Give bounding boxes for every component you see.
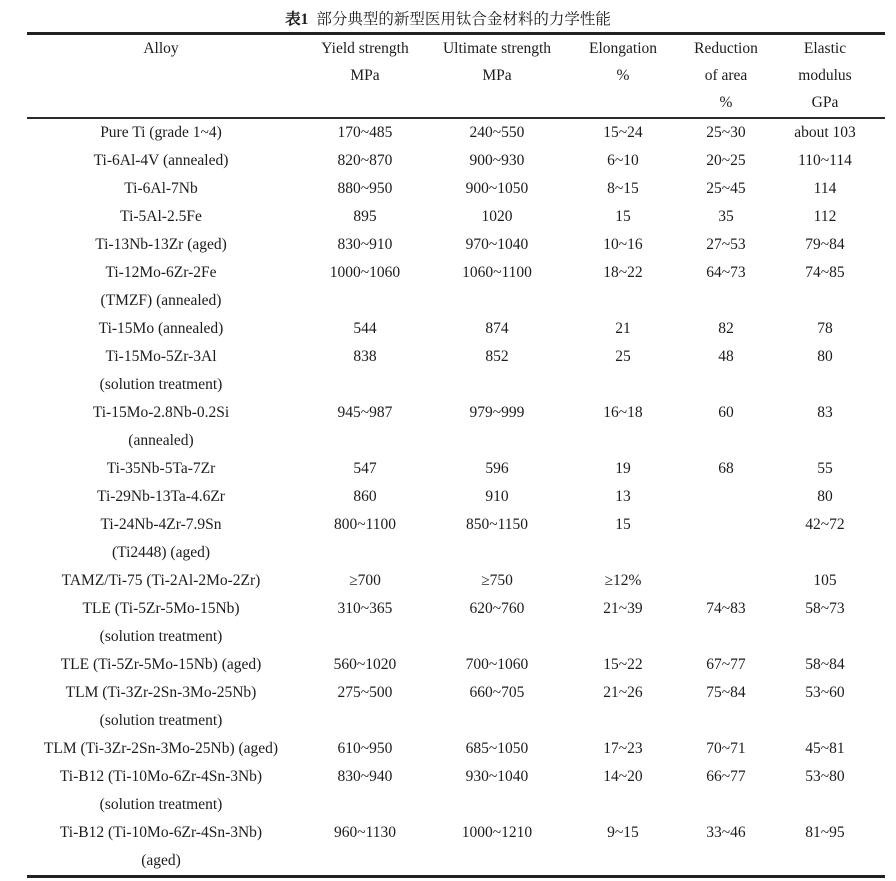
yield-strength-cell: 830~940 [337,768,393,785]
yield-strength-cell: 830~910 [337,236,393,253]
alloy-cell [27,819,295,877]
table-caption: 部分典型的新型医用钛合金材料的力学性能 [316,11,611,28]
elastic-modulus-cell: 53~80 [805,768,845,785]
table-row [27,315,885,343]
reduction-of-area-cell: 75~84 [706,684,746,701]
table-row [27,679,885,735]
ultimate-strength-cell: 970~1040 [465,236,529,253]
table-row [27,399,885,455]
alloy-name-line: Ti-B12 (Ti-10Mo-6Zr-4Sn-3Nb) [59,824,263,841]
alloy-cell [27,483,295,511]
column-header-line: MPa [482,67,512,84]
column-header-elongation [559,34,687,119]
alloy-name-line: TLE (Ti-5Zr-5Mo-15Nb) (aged) [60,656,262,673]
elastic-modulus-cell: 114 [813,180,837,197]
reduction-of-area-cell: 67~77 [706,656,746,673]
table-row [27,259,885,315]
ultimate-strength-cell: 930~1040 [465,768,529,785]
elongation-cell: 21~39 [603,600,643,617]
alloy-name-line: Ti-6Al-4V (annealed) [93,152,229,169]
elongation-cell: 6~10 [607,152,639,169]
alloy-cell [27,511,295,567]
elongation-cell: 19 [615,460,631,477]
column-header-line: Yield strength [321,40,409,57]
reduction-of-area-cell [687,511,765,567]
elongation-cell: 25 [615,348,631,365]
ultimate-strength-cell: 596 [485,460,509,477]
elastic-modulus-cell: 80 [817,348,833,365]
ultimate-strength-cell: 979~999 [469,404,525,421]
table-row [27,511,885,567]
alloy-name-line: (TMZF) (annealed) [100,292,222,309]
elastic-modulus-cell: 83 [817,404,833,421]
yield-strength-cell: 880~950 [337,180,393,197]
ultimate-strength-cell: ≥750 [481,572,513,589]
alloy-cell [27,735,295,763]
header-row [27,34,885,119]
elongation-cell: 17~23 [603,740,643,757]
ultimate-strength-cell: 240~550 [469,124,525,141]
ultimate-strength-cell: 685~1050 [465,740,529,757]
elastic-modulus-cell: 112 [813,208,837,225]
table-row [27,118,885,147]
yield-strength-cell: 895 [353,208,377,225]
column-header-alloy [27,34,295,119]
table-row [27,343,885,399]
column-header-line: % [616,67,630,84]
alloy-name-line: (solution treatment) [99,712,223,729]
column-header-line: Elongation [588,40,658,57]
ultimate-strength-cell: 910 [485,488,509,505]
reduction-of-area-cell: 25~45 [706,180,746,197]
elastic-modulus-cell: 105 [813,572,837,589]
alloy-cell [27,455,295,483]
alloy-name-line: (solution treatment) [99,376,223,393]
alloy-name-line: (solution treatment) [99,628,223,645]
elastic-modulus-cell: 78 [817,320,833,337]
elastic-modulus-cell: 110~114 [798,152,852,169]
reduction-of-area-cell: 64~73 [706,264,746,281]
alloy-cell [27,651,295,679]
alloy-name-line: (annealed) [128,432,194,449]
column-header-line: Ultimate strength [442,40,552,57]
alloy-cell [27,175,295,203]
yield-strength-cell: ≥700 [349,572,381,589]
column-header-reduction-of-area [687,34,765,119]
alloy-name-line: Ti-15Mo-5Zr-3Al [105,348,217,365]
column-header-line: of area [704,67,748,84]
yield-strength-cell: 838 [353,348,377,365]
yield-strength-cell: 310~365 [337,600,393,617]
column-header-line: modulus [798,67,852,84]
alloy-cell [27,118,295,147]
alloy-name-line: TLE (Ti-5Zr-5Mo-15Nb) [82,600,240,617]
alloy-cell [27,567,295,595]
elastic-modulus-cell: 53~60 [805,684,845,701]
elongation-cell: 18~22 [603,264,643,281]
table-body [27,118,885,877]
yield-strength-cell: 945~987 [337,404,393,421]
table-row [27,567,885,595]
ultimate-strength-cell: 1060~1100 [462,264,532,281]
ultimate-strength-cell: 1020 [481,208,513,225]
table-header [27,34,885,119]
ultimate-strength-cell: 900~1050 [465,180,529,197]
table-row [27,147,885,175]
column-header-line: Elastic [803,40,847,57]
elastic-modulus-cell: 42~72 [805,516,845,533]
elongation-cell: 15~22 [603,656,643,673]
alloy-name-line: Ti-15Mo (annealed) [98,320,224,337]
table-row [27,231,885,259]
mechanical-properties-table [27,32,885,878]
table-row [27,203,885,231]
elongation-cell: 15 [615,208,631,225]
column-header-line: % [719,94,733,111]
yield-strength-cell: 860 [353,488,377,505]
elastic-modulus-cell: 55 [817,460,833,477]
elongation-cell: 21~26 [603,684,643,701]
ultimate-strength-cell: 900~930 [469,152,525,169]
alloy-name-line: Ti-24Nb-4Zr-7.9Sn [100,516,222,533]
column-header-line: GPa [811,94,839,111]
table-row [27,819,885,877]
alloy-name-line: (aged) [141,852,181,869]
table-title [0,0,896,32]
elastic-modulus-cell: 58~73 [805,600,845,617]
reduction-of-area-cell: 25~30 [706,124,746,141]
alloy-name-line: (Ti2448) (aged) [111,544,210,561]
reduction-of-area-cell: 74~83 [706,600,746,617]
alloy-name-line: TAMZ/Ti-75 (Ti-2Al-2Mo-2Zr) [61,572,261,589]
alloy-name-line: Ti-29Nb-13Ta-4.6Zr [97,488,225,505]
reduction-of-area-cell: 27~53 [706,236,746,253]
yield-strength-cell: 960~1130 [333,824,397,841]
ultimate-strength-cell: 660~705 [469,684,525,701]
ultimate-strength-cell: 850~1150 [465,516,529,533]
elongation-cell: 16~18 [603,404,643,421]
yield-strength-cell: 547 [353,460,377,477]
alloy-cell [27,147,295,175]
yield-strength-cell: 170~485 [337,124,393,141]
reduction-of-area-cell: 48 [718,348,734,365]
elastic-modulus-cell: about 103 [794,124,856,141]
elongation-cell: 13 [615,488,631,505]
elongation-cell: 14~20 [603,768,643,785]
reduction-of-area-cell [687,483,765,511]
ultimate-strength-cell: 1000~1210 [461,824,533,841]
reduction-of-area-cell: 33~46 [706,824,746,841]
table-row [27,175,885,203]
reduction-of-area-cell: 66~77 [706,768,746,785]
elastic-modulus-cell: 79~84 [805,236,845,253]
alloy-cell [27,343,295,399]
elongation-cell: 9~15 [607,824,639,841]
column-header-line: MPa [350,67,380,84]
elastic-modulus-cell: 58~84 [805,656,845,673]
alloy-name-line: TLM (Ti-3Zr-2Sn-3Mo-25Nb) (aged) [43,740,279,757]
table-row [27,651,885,679]
yield-strength-cell: 1000~1060 [329,264,401,281]
column-header-yield-strength [295,34,435,119]
elastic-modulus-cell: 81~95 [805,824,845,841]
elastic-modulus-cell: 74~85 [805,264,845,281]
alloy-cell [27,315,295,343]
alloy-cell [27,679,295,735]
elastic-modulus-cell: 45~81 [805,740,845,757]
yield-strength-cell: 800~1100 [333,516,397,533]
column-header-line: Reduction [694,40,758,57]
alloy-name-line: Ti-12Mo-6Zr-2Fe [105,264,217,281]
elastic-modulus-cell: 80 [817,488,833,505]
alloy-name-line: Ti-5Al-2.5Fe [120,208,202,225]
alloy-name-line: Ti-6Al-7Nb [124,180,198,197]
table-number-label: 表1 [285,11,309,28]
alloy-name-line: Ti-13Nb-13Zr (aged) [95,236,227,253]
elongation-cell: 21 [615,320,631,337]
reduction-of-area-cell [687,567,765,595]
reduction-of-area-cell: 82 [718,320,734,337]
alloy-name-line: TLM (Ti-3Zr-2Sn-3Mo-25Nb) [65,684,257,701]
alloy-cell [27,203,295,231]
yield-strength-cell: 544 [353,320,377,337]
yield-strength-cell: 275~500 [337,684,393,701]
alloy-name-line: Ti-15Mo-2.8Nb-0.2Si [92,404,230,421]
ultimate-strength-cell: 874 [485,320,509,337]
yield-strength-cell: 610~950 [337,740,393,757]
ultimate-strength-cell: 620~760 [469,600,525,617]
table-row [27,595,885,651]
ultimate-strength-cell: 852 [485,348,509,365]
alloy-cell [27,259,295,315]
elongation-cell: 15~24 [603,124,643,141]
column-header-ultimate-strength [435,34,559,119]
table-row [27,483,885,511]
reduction-of-area-cell: 35 [718,208,734,225]
alloy-name-line: Ti-35Nb-5Ta-7Zr [106,460,216,477]
alloy-name-line: Pure Ti (grade 1~4) [100,124,222,141]
column-header-line: Alloy [143,40,179,57]
alloy-cell [27,231,295,259]
elongation-cell: 10~16 [603,236,643,253]
reduction-of-area-cell: 70~71 [706,740,746,757]
yield-strength-cell: 820~870 [337,152,393,169]
reduction-of-area-cell: 68 [718,460,734,477]
reduction-of-area-cell: 20~25 [706,152,746,169]
alloy-cell [27,763,295,819]
alloy-name-line: (solution treatment) [99,796,223,813]
alloy-cell [27,399,295,455]
column-header-elastic-modulus [765,34,885,119]
yield-strength-cell: 560~1020 [333,656,397,673]
elongation-cell: 15 [615,516,631,533]
elongation-cell: ≥12% [604,572,642,589]
table-row [27,455,885,483]
elongation-cell: 8~15 [607,180,639,197]
alloy-cell [27,595,295,651]
ultimate-strength-cell: 700~1060 [465,656,529,673]
alloy-name-line: Ti-B12 (Ti-10Mo-6Zr-4Sn-3Nb) [59,768,263,785]
table-row [27,735,885,763]
reduction-of-area-cell: 60 [718,404,734,421]
table-row [27,763,885,819]
